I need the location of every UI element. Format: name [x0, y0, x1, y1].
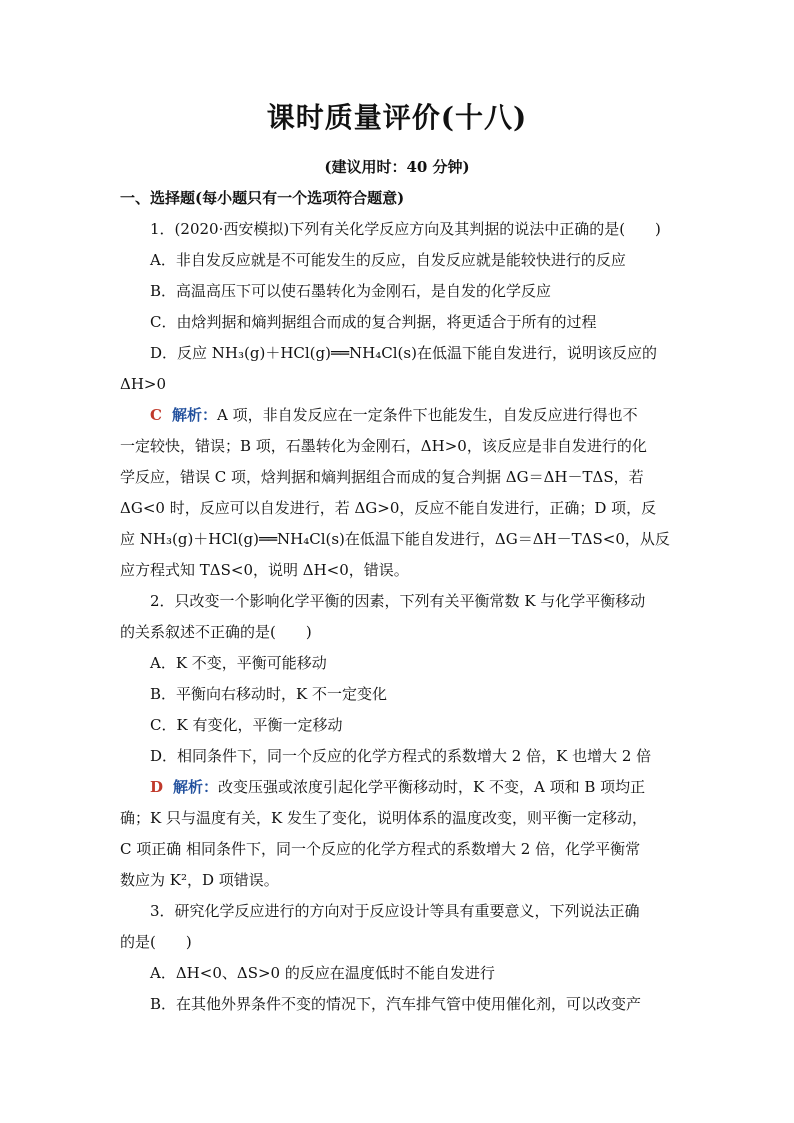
q2-answer-letter: D — [150, 778, 164, 796]
q1-analysis-first — [150, 405, 680, 425]
q2-option-c: C．K 有变化，平衡一定移动 — [150, 716, 343, 734]
q3-stem: 3．研究化学反应进行的方向对于反应设计等具有重要意义，下列说法正确 — [150, 902, 640, 920]
q2-stem-cont: 的关系叙述不正确的是( ) — [120, 623, 312, 641]
q1-option-d: D．反应 NH₃(g)＋HCl(g)══NH₄Cl(s)在低温下能自发进行，说明该反应的 — [150, 344, 657, 362]
q1-analysis-line-3: 学反应，错误 C 项，焓判据和熵判据组合而成的复合判据 ΔG＝ΔH－TΔS，若 — [120, 468, 644, 486]
q1-option-b: B．高温高压下可以使石墨转化为金刚石，是自发的化学反应 — [150, 282, 552, 300]
page-title: 课时质量评价(十八) — [266, 101, 528, 134]
q2-analysis-first — [150, 777, 680, 797]
q2-analysis-line-2: 确；K 只与温度有关，K 发生了变化，说明体系的温度改变，则平衡一定移动， — [120, 809, 647, 827]
q1-analysis-line-2: 一定较快，错误；B 项，石墨转化为金刚石，ΔH>0，该反应是非自发进行的化 — [120, 437, 647, 455]
section-heading: 一、选择题(每小题只有一个选项符合题意) — [120, 189, 405, 207]
q2-analysis-line-3: C 项正确 相同条件下，同一个反应的化学方程式的系数增大 2 倍，化学平衡常 — [120, 840, 641, 858]
q2-analysis-line-1: 改变压强或浓度引起化学平衡移动时，K 不变，A 项和 B 项均正 — [218, 778, 646, 796]
q1-analysis-line-1: A 项，非自发反应在一定条件下也能发生，自发反应进行得也不 — [216, 406, 638, 424]
q1-stem: 1．(2020·西安模拟)下列有关化学反应方向及其判据的说法中正确的是( ) — [150, 220, 661, 238]
q2-option-d: D．相同条件下，同一个反应的化学方程式的系数增大 2 倍，K 也增大 2 倍 — [150, 747, 652, 765]
q2-stem: 2．只改变一个影响化学平衡的因素，下列有关平衡常数 K 与化学平衡移动 — [150, 592, 646, 610]
q2-analysis-tag: 解析： — [173, 778, 219, 796]
q1-option-c: C．由焓判据和熵判据组合而成的复合判据，将更适合于所有的过程 — [150, 313, 597, 331]
q1-option-a: A．非自发反应就是不可能发生的反应，自发反应就是能较快进行的反应 — [150, 251, 626, 269]
q1-analysis-line-6: 应方程式知 TΔS<0，说明 ΔH<0，错误。 — [120, 561, 409, 579]
q1-analysis-line-5: 应 NH₃(g)＋HCl(g)══NH₄Cl(s)在低温下能自发进行，ΔG＝ΔH－TΔS<0，从反 — [120, 530, 670, 548]
q1-analysis-line-4: ΔG<0 时，反应可以自发进行，若 ΔG>0，反应不能自发进行，正确；D 项，反 — [120, 499, 657, 517]
q2-analysis-line-4: 数应为 K²，D 项错误。 — [120, 871, 279, 889]
q2-option-b: B．平衡向右移动时，K 不一定变化 — [150, 685, 387, 703]
q3-option-a: A．ΔH<0、ΔS>0 的反应在温度低时不能自发进行 — [150, 964, 495, 982]
q1-analysis-tag: 解析： — [171, 406, 217, 424]
q1-option-d-cont: ΔH>0 — [120, 375, 167, 393]
q3-stem-cont: 的是( ) — [120, 933, 192, 951]
suggested-time: (建议用时：40 分钟) — [324, 158, 470, 176]
q3-option-b: B．在其他外界条件不变的情况下，汽车排气管中使用催化剂，可以改变产 — [150, 995, 642, 1013]
q1-answer-letter: C — [150, 406, 162, 424]
q2-option-a: A．K 不变，平衡可能移动 — [150, 654, 327, 672]
